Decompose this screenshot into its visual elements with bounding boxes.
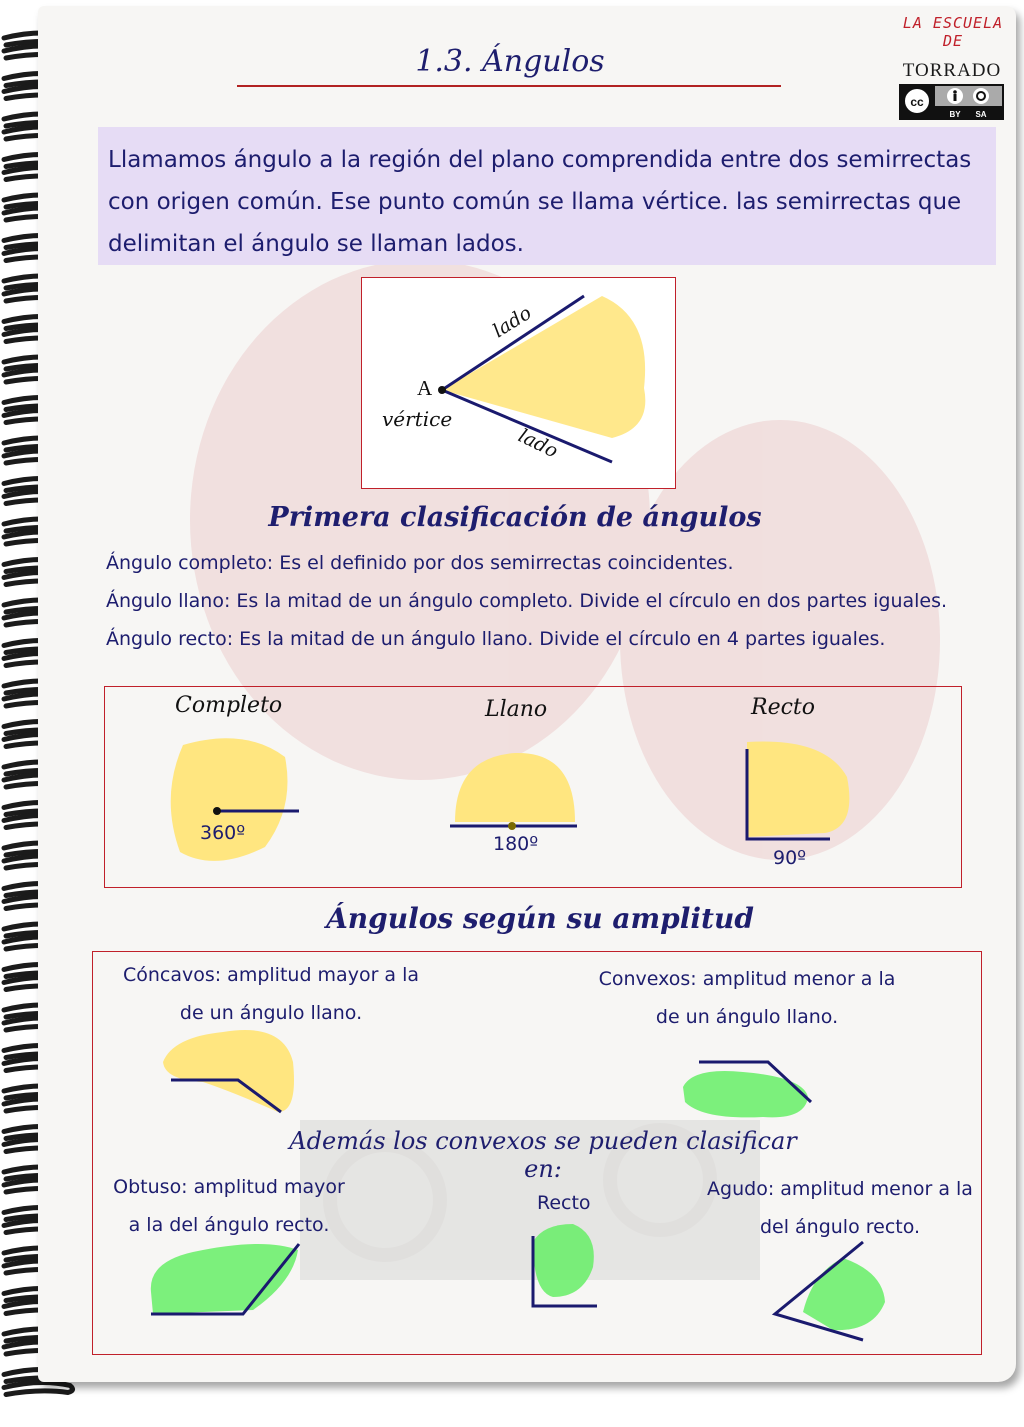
type-complete-label: Completo (175, 693, 283, 718)
title-underline (237, 85, 781, 87)
obtuse-text (109, 1168, 349, 1244)
acute-highlight (803, 1258, 885, 1330)
angle-figure (361, 277, 676, 489)
logo-brand: TORRADO (902, 60, 1002, 81)
concave-highlight (163, 1030, 294, 1112)
definition-box (98, 127, 996, 265)
side-top-label: lado (488, 301, 536, 343)
right-angle-label: Recto (537, 1192, 591, 1214)
straight-degrees: 180º (493, 833, 539, 855)
angle-types-box (104, 686, 962, 888)
side-bottom-label: lado (514, 424, 562, 463)
acute-line-1: Agudo: amplitud menor a la (707, 1178, 973, 1200)
convex-line-2: de un ángulo llano. (655, 1006, 839, 1028)
logo-line-2: DE (942, 32, 964, 50)
acute-text (705, 1170, 975, 1246)
license-sa: SA (975, 110, 987, 119)
definition-text: Llamamos ángulo a la región del plano comprendida entre dos semirrectas con origen común. Ese punto común se llama vértice. las semirrectas que delimitan el ángulo se llaman lados. (108, 147, 972, 257)
share-alike-icon (973, 88, 989, 104)
logo-text (898, 14, 1008, 50)
complete-degrees: 360º (200, 822, 246, 844)
right-degrees: 90º (773, 847, 807, 869)
convex-line-1: Convexos: amplitud menor a la (598, 968, 896, 990)
concave-line-2: de un ángulo llano. (179, 1002, 363, 1024)
amplitude-box (92, 951, 982, 1355)
cc-license-badge (899, 84, 1004, 120)
vertex-point (438, 386, 446, 394)
obtuse-highlight (151, 1244, 298, 1314)
classification-heading: Primera clasificación de ángulos (268, 502, 762, 533)
right-highlight (747, 741, 849, 837)
obtuse-line-1: Obtuso: amplitud mayor (113, 1176, 345, 1198)
classification-line-complete: Ángulo completo: Es el definido por dos semirrectas coincidentes. (106, 552, 734, 574)
type-right-label: Recto (751, 695, 815, 720)
classification-line-right: Ángulo recto: Es la mitad de un ángulo llano. Divide el círculo en 4 partes iguales. (106, 628, 886, 650)
complete-vertex (213, 807, 221, 815)
amplitude-heading: Ángulos según su amplitud (326, 902, 754, 935)
logo-line-1: LA ESCUELA (902, 14, 1004, 32)
acute-line-2: del ángulo recto. (759, 1216, 921, 1238)
vertex-label: vértice (382, 407, 453, 431)
vertex-letter: A (417, 376, 433, 400)
svg-text:cc: cc (910, 95, 924, 109)
straight-highlight (455, 753, 575, 822)
obtuse-line-2: a la del ángulo recto. (128, 1214, 330, 1236)
angle-region-highlight (442, 296, 645, 438)
straight-vertex (508, 822, 516, 830)
type-straight-label: Llano (485, 697, 548, 722)
license-by: BY (949, 110, 961, 119)
right-angle-highlight (533, 1224, 594, 1297)
concave-line-1: Cóncavos: amplitud mayor a la (122, 964, 420, 986)
page-title: 1.3. Ángulos (415, 44, 605, 79)
convex-subheading: Además los convexos se pueden clasificar en: (289, 1127, 797, 1183)
classification-line-straight: Ángulo llano: Es la mitad de un ángulo completo. Divide el círculo en dos partes iguales. (106, 590, 948, 612)
convex-highlight (683, 1071, 808, 1117)
